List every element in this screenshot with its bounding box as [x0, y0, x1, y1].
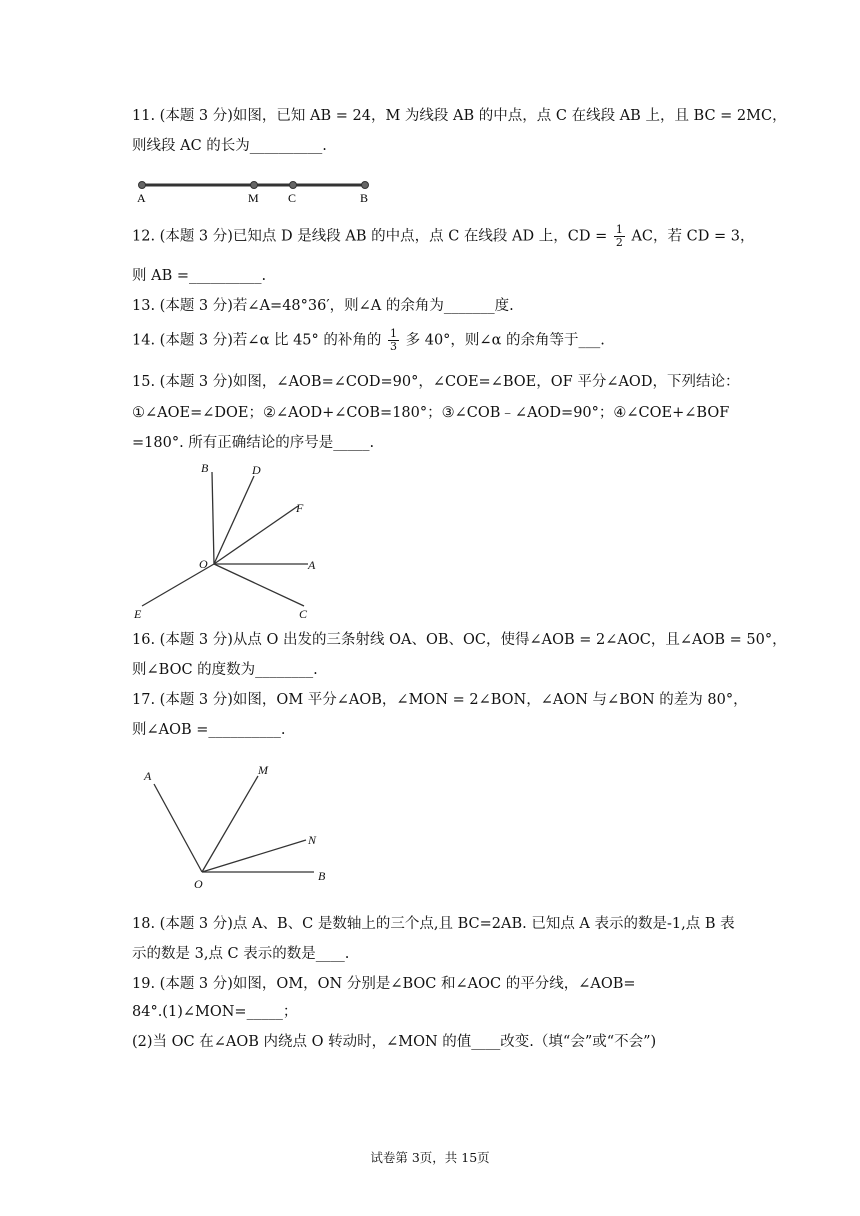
- q12-line-1: [132, 224, 754, 249]
- q12-text-b: AC，若 CD = 3，: [631, 228, 755, 245]
- q12-frac-num: 1: [615, 223, 623, 236]
- point-b: [362, 182, 369, 189]
- ray-oa17: [154, 784, 202, 872]
- q19-line-1: 19. (本题 3 分)如图，OM，ON 分别是∠BOC 和∠AOC 的平分线，∠AOB=: [132, 976, 636, 992]
- label-a: A: [137, 191, 146, 205]
- q12-text-a: 12. (本题 3 分)已知点 D 是线段 AB 的中点，点 C 在线段 AD 上，CD =: [132, 228, 608, 245]
- q15-line-1: 15. (本题 3 分)如图，∠AOB=∠COD=90°，∠COE=∠BOE，OF 平分∠AOD，下列结论：: [132, 374, 740, 390]
- q11-line-1: 11. (本题 3 分)如图，已知 AB = 24，M 为线段 AB 的中点，点 C 在线段 AB 上，且 BC = 2MC，: [132, 108, 787, 124]
- label-d15: D: [252, 463, 261, 477]
- q14-fraction: [388, 328, 399, 353]
- label-o15: O: [199, 557, 208, 571]
- label-a15: A: [308, 558, 316, 572]
- label-n17: N: [308, 833, 317, 847]
- label-c: C: [288, 191, 297, 205]
- label-f15: F: [296, 501, 304, 515]
- point-m: [251, 182, 258, 189]
- page-footer: 试卷第 3页，共 15页: [370, 1150, 490, 1165]
- segment-figure: [132, 176, 372, 206]
- q17-line-1: 17. (本题 3 分)如图，OM 平分∠AOB，∠MON = 2∠BON，∠AON 与∠BON 的差为 80°，: [132, 692, 748, 708]
- q12-line-2: 则 AB =__________.: [132, 268, 267, 284]
- label-a17: A: [144, 769, 152, 783]
- q19-line-2: 84°.(1)∠MON=_____；: [132, 1004, 298, 1020]
- q17-line-2: 则∠AOB =__________.: [132, 722, 286, 738]
- q19-line-3: (2)当 OC 在∠AOB 内绕点 O 转动时，∠MON 的值____改变.（填“会”或“不会”): [132, 1034, 657, 1050]
- point-c: [290, 182, 297, 189]
- label-o17: O: [194, 877, 203, 891]
- q18-line-1: 18. (本题 3 分)点 A、B、C 是数轴上的三个点,且 BC=2AB. 已知点 A 表示的数是-1,点 B 表: [132, 916, 735, 932]
- q12-fraction: [614, 224, 625, 249]
- ray-oc: [214, 564, 304, 606]
- q14-frac-num: 1: [390, 327, 398, 340]
- label-m17: M: [258, 763, 268, 777]
- rays-figure-17: [136, 758, 336, 894]
- label-c15: C: [299, 607, 308, 621]
- label-m: M: [248, 191, 259, 205]
- point-a: [139, 182, 146, 189]
- rays-figure-15: [126, 458, 336, 624]
- q11-line-2: 则线段 AC 的长为__________.: [132, 138, 327, 154]
- q14-text-b: 多 40°，则∠α 的余角等于___.: [405, 332, 605, 349]
- q12-frac-den: 2: [615, 236, 623, 249]
- label-b15: B: [201, 461, 209, 475]
- q16-line-1: 16. (本题 3 分)从点 O 出发的三条射线 OA、OB、OC，使得∠AOB = 2∠AOC，且∠AOB = 50°，: [132, 632, 787, 648]
- q15-line-2: ①∠AOE=∠DOE；②∠AOD+∠COB=180°；③∠COB﹣∠AOD=90°；④∠COE+∠BOF: [132, 405, 730, 421]
- q14-line-1: [132, 328, 605, 353]
- label-b17: B: [318, 869, 326, 883]
- q16-line-2: 则∠BOC 的度数为________.: [132, 662, 318, 678]
- label-b: B: [360, 191, 369, 205]
- q13-line-1: 13. (本题 3 分)若∠A=48°36′，则∠A 的余角为_______度.: [132, 298, 514, 314]
- q14-frac-den: 3: [390, 340, 398, 353]
- q18-line-2: 示的数是 3,点 C 表示的数是____.: [132, 946, 350, 962]
- q14-text-a: 14. (本题 3 分)若∠α 比 45° 的补角的: [132, 332, 382, 349]
- ray-ob: [212, 472, 214, 564]
- q15-line-3: =180°. 所有正确结论的序号是_____.: [132, 435, 375, 451]
- label-e15: E: [134, 607, 142, 621]
